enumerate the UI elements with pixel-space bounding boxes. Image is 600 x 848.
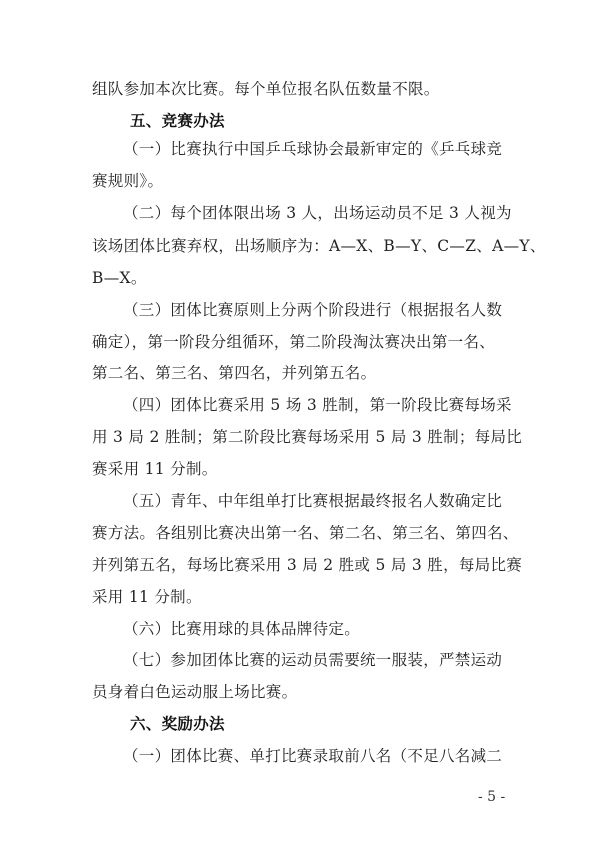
body-text-line: 采用 11 分制。 — [92, 587, 202, 606]
body-text-line: 用 3 局 2 胜制；第二阶段比赛每场采用 5 局 3 胜制；每局比 — [92, 428, 523, 447]
body-text-line: 该场团体比赛弃权，出场顺序为：A—X、B—Y、C—Z、A—Y、 — [92, 236, 546, 255]
section-heading: 六、奖励办法 — [130, 715, 225, 734]
body-text-line: （六）比赛用球的具体品牌待定。 — [123, 619, 361, 638]
body-text-line: 赛方法。各组别比赛决出第一名、第二名、第三名、第四名、 — [92, 523, 519, 542]
body-text-line: （一）团体比赛、单打比赛录取前八名（不足八名减二 — [123, 747, 503, 765]
body-text-line: 组队参加本次比赛。每个单位报名队伍数量不限。 — [92, 80, 440, 98]
body-text-line: （五）青年、中年组单打比赛根据最终报名人数确定比 — [123, 491, 503, 510]
body-text-line: 赛采用 11 分制。 — [92, 460, 218, 479]
page-number: - 5 - — [478, 789, 506, 805]
section-heading: 五、竞赛办法 — [130, 111, 225, 130]
body-text-line: 并列第五名，每场比赛采用 3 局 2 胜或 5 局 3 胜，每局比赛 — [92, 555, 523, 574]
body-text-line: B—X。 — [92, 268, 147, 287]
body-text-line: 员身着白色运动服上场比赛。 — [92, 683, 298, 702]
body-text-line: （四）团体比赛采用 5 场 3 胜制，第一阶段比赛每场采 — [123, 396, 512, 415]
body-text-line: （七）参加团体比赛的运动员需要统一服装，严禁运动 — [123, 651, 503, 670]
body-text-line: 第二名、第三名、第四名，并列第五名。 — [92, 364, 377, 383]
body-text-line: （三）团体比赛原则上分两个阶段进行（根据报名人数 — [123, 300, 503, 319]
body-text-line: 赛规则》。 — [92, 172, 164, 191]
body-text-line: （一）比赛执行中国乒乓球协会最新审定的《乒乓球竞 — [123, 140, 503, 159]
body-text-line: 确定），第一阶段分组循环，第二阶段淘汰赛决出第一名、 — [92, 332, 496, 351]
body-text-line: （二）每个团体限出场 3 人，出场运动员不足 3 人视为 — [123, 204, 512, 223]
